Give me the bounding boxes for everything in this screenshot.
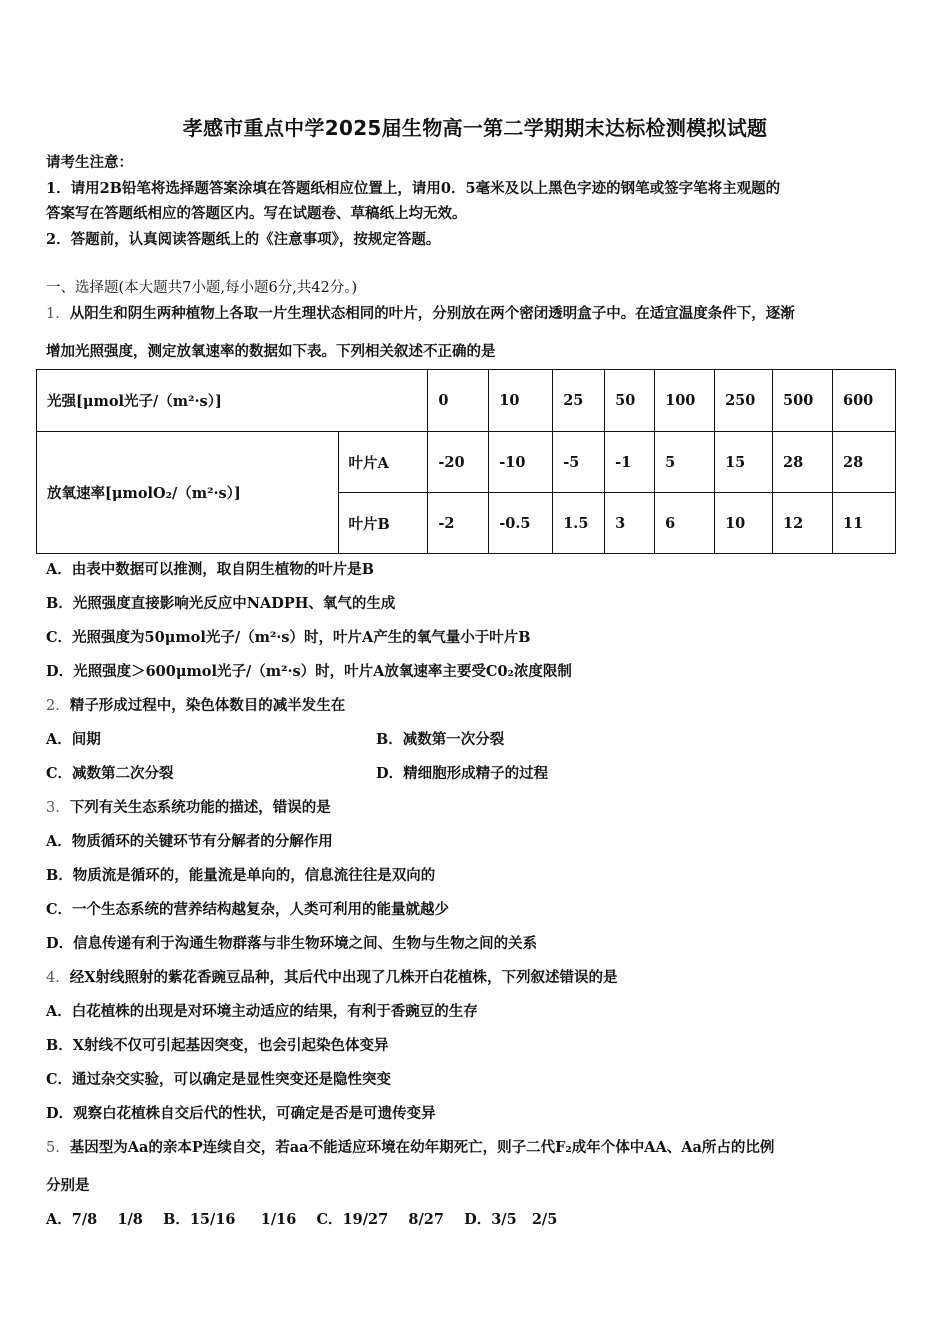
question-1-option-b: B．光照强度直接影响光反应中NADPH、氧气的生成 — [46, 595, 396, 612]
question-3-number: 3． — [46, 800, 70, 816]
notice-line-1: 1．请用2B铅笔将选择题答案涂填在答题纸相应位置上，请用0．5毫米及以上黑色字迹的钢笔或签字笔将主观题的 — [46, 180, 781, 197]
question-3-option-b: B．物质流是循环的，能量流是单向的，信息流往往是双向的 — [46, 867, 436, 884]
question-4-option-c: C．通过杂交实验，可以确定是显性突变还是隐性突变 — [46, 1071, 392, 1088]
question-1-text — [46, 302, 795, 323]
leaf-a-value-cell: -1 — [605, 432, 655, 493]
table-row-leaf-a — [37, 432, 896, 493]
intensity-cell: 100 — [655, 370, 715, 432]
intensity-cell: 500 — [773, 370, 833, 432]
intensity-cell: 250 — [715, 370, 773, 432]
question-4-option-a: A．白花植株的出现是对环境主动适应的结果，有利于香豌豆的生存 — [46, 1003, 478, 1020]
leaf-a-value-cell: 5 — [655, 432, 715, 493]
leaf-b-value-cell: -2 — [428, 493, 489, 554]
table-header-row — [37, 370, 896, 432]
leaf-a-value-cell: -5 — [553, 432, 605, 493]
question-4-text — [46, 966, 617, 987]
question-2-option-b: B．减数第一次分裂 — [376, 731, 505, 748]
section-heading: 一、选择题(本大题共7小题,每小题6分,共42分。) — [46, 280, 358, 296]
question-2-option-d: D．精细胞形成精子的过程 — [376, 765, 549, 782]
exam-title: 孝感市重点中学2025届生物高一第二学期期末达标检测模拟试题 — [182, 116, 768, 140]
leaf-b-value-cell: 12 — [773, 493, 833, 554]
leaf-a-value-cell: 28 — [773, 432, 833, 493]
question-4-option-b: B．X射线不仅可引起基因突变，也会引起染色体变异 — [46, 1037, 389, 1054]
notice-heading: 请考生注意： — [46, 154, 133, 171]
leaf-b-value-cell: 1.5 — [553, 493, 605, 554]
question-5-text — [46, 1136, 774, 1157]
leaf-b-value-cell: 10 — [715, 493, 773, 554]
notice-line-2: 2．答题前，认真阅读答题纸上的《注意事项》，按规定答题。 — [46, 231, 441, 248]
leaf-b-label-cell: 叶片B — [338, 493, 428, 554]
question-1-text-b: 增加光照强度，测定放氧速率的数据如下表。下列相关叙述不正确的是 — [46, 343, 496, 360]
rate-label-cell: 放氧速率[μmolO₂/（m²·s）] — [37, 432, 339, 554]
question-5-options: A．7/8 1/8 B．15/16 1/16 C．19/27 8/27 D．3/5 2/5 — [46, 1211, 558, 1228]
question-3-stem: 下列有关生态系统功能的描述，错误的是 — [69, 799, 331, 816]
question-2-option-a: A．间期 — [46, 731, 101, 748]
question-1-text-a: 从阳生和阴生两种植物上各取一片生理状态相同的叶片，分别放在两个密闭透明盒子中。在适宜温度条件下，逐渐 — [69, 305, 795, 322]
intensity-cell: 50 — [605, 370, 655, 432]
leaf-a-value-cell: -20 — [428, 432, 489, 493]
question-3-option-c: C．一个生态系统的营养结构越复杂，人类可利用的能量就越少 — [46, 901, 450, 918]
leaf-a-value-cell: -10 — [489, 432, 553, 493]
header-label-cell: 光强[μmol光子/（m²·s）] — [37, 370, 428, 432]
question-4-option-d: D．观察白花植株自交后代的性状，可确定是否是可遗传变异 — [46, 1105, 436, 1122]
intensity-cell: 25 — [553, 370, 605, 432]
question-4-number: 4． — [46, 970, 70, 986]
leaf-b-value-cell: -0.5 — [489, 493, 553, 554]
question-1-option-a: A．由表中数据可以推测，取自阴生植物的叶片是B — [46, 561, 375, 578]
leaf-a-value-cell: 15 — [715, 432, 773, 493]
notice-line-1b: 答案写在答题纸相应的答题区内。写在试题卷、草稿纸上均无效。 — [46, 205, 467, 222]
intensity-cell: 0 — [428, 370, 489, 432]
question-3-text — [46, 796, 331, 817]
leaf-b-value-cell: 6 — [655, 493, 715, 554]
leaf-b-value-cell: 3 — [605, 493, 655, 554]
question-2-stem: 精子形成过程中，染色体数目的减半发生在 — [69, 697, 346, 714]
question-4-stem: 经X射线照射的紫花香豌豆品种，其后代中出现了几株开白花植株，下列叙述错误的是 — [69, 969, 618, 986]
question-1-number: 1． — [46, 306, 70, 322]
question-3-option-d: D．信息传递有利于沟通生物群落与非生物环境之间、生物与生物之间的关系 — [46, 935, 538, 952]
light-intensity-table — [36, 369, 896, 554]
intensity-cell: 600 — [832, 370, 895, 432]
intensity-cell: 10 — [489, 370, 553, 432]
leaf-b-value-cell: 11 — [832, 493, 895, 554]
question-1-option-d: D．光照强度＞600μmol光子/（m²·s）时，叶片A放氧速率主要受C0₂浓度限制 — [46, 663, 572, 680]
question-5-text-b: 分别是 — [46, 1177, 90, 1194]
leaf-a-value-cell: 28 — [832, 432, 895, 493]
question-2-number: 2． — [46, 698, 70, 714]
leaf-a-label-cell: 叶片A — [338, 432, 428, 493]
question-2-text — [46, 694, 345, 715]
question-5-text-a: 基因型为Aa的亲本P连续自交，若aa不能适应环境在幼年期死亡，则子二代F₂成年个体中AA、Aa所占的比例 — [69, 1139, 775, 1156]
question-5-number: 5． — [46, 1140, 70, 1156]
question-2-option-c: C．减数第二次分裂 — [46, 765, 174, 782]
question-1-option-c: C．光照强度为50μmol光子/（m²·s）时，叶片A产生的氧气量小于叶片B — [46, 629, 531, 646]
question-3-option-a: A．物质循环的关键环节有分解者的分解作用 — [46, 833, 333, 850]
